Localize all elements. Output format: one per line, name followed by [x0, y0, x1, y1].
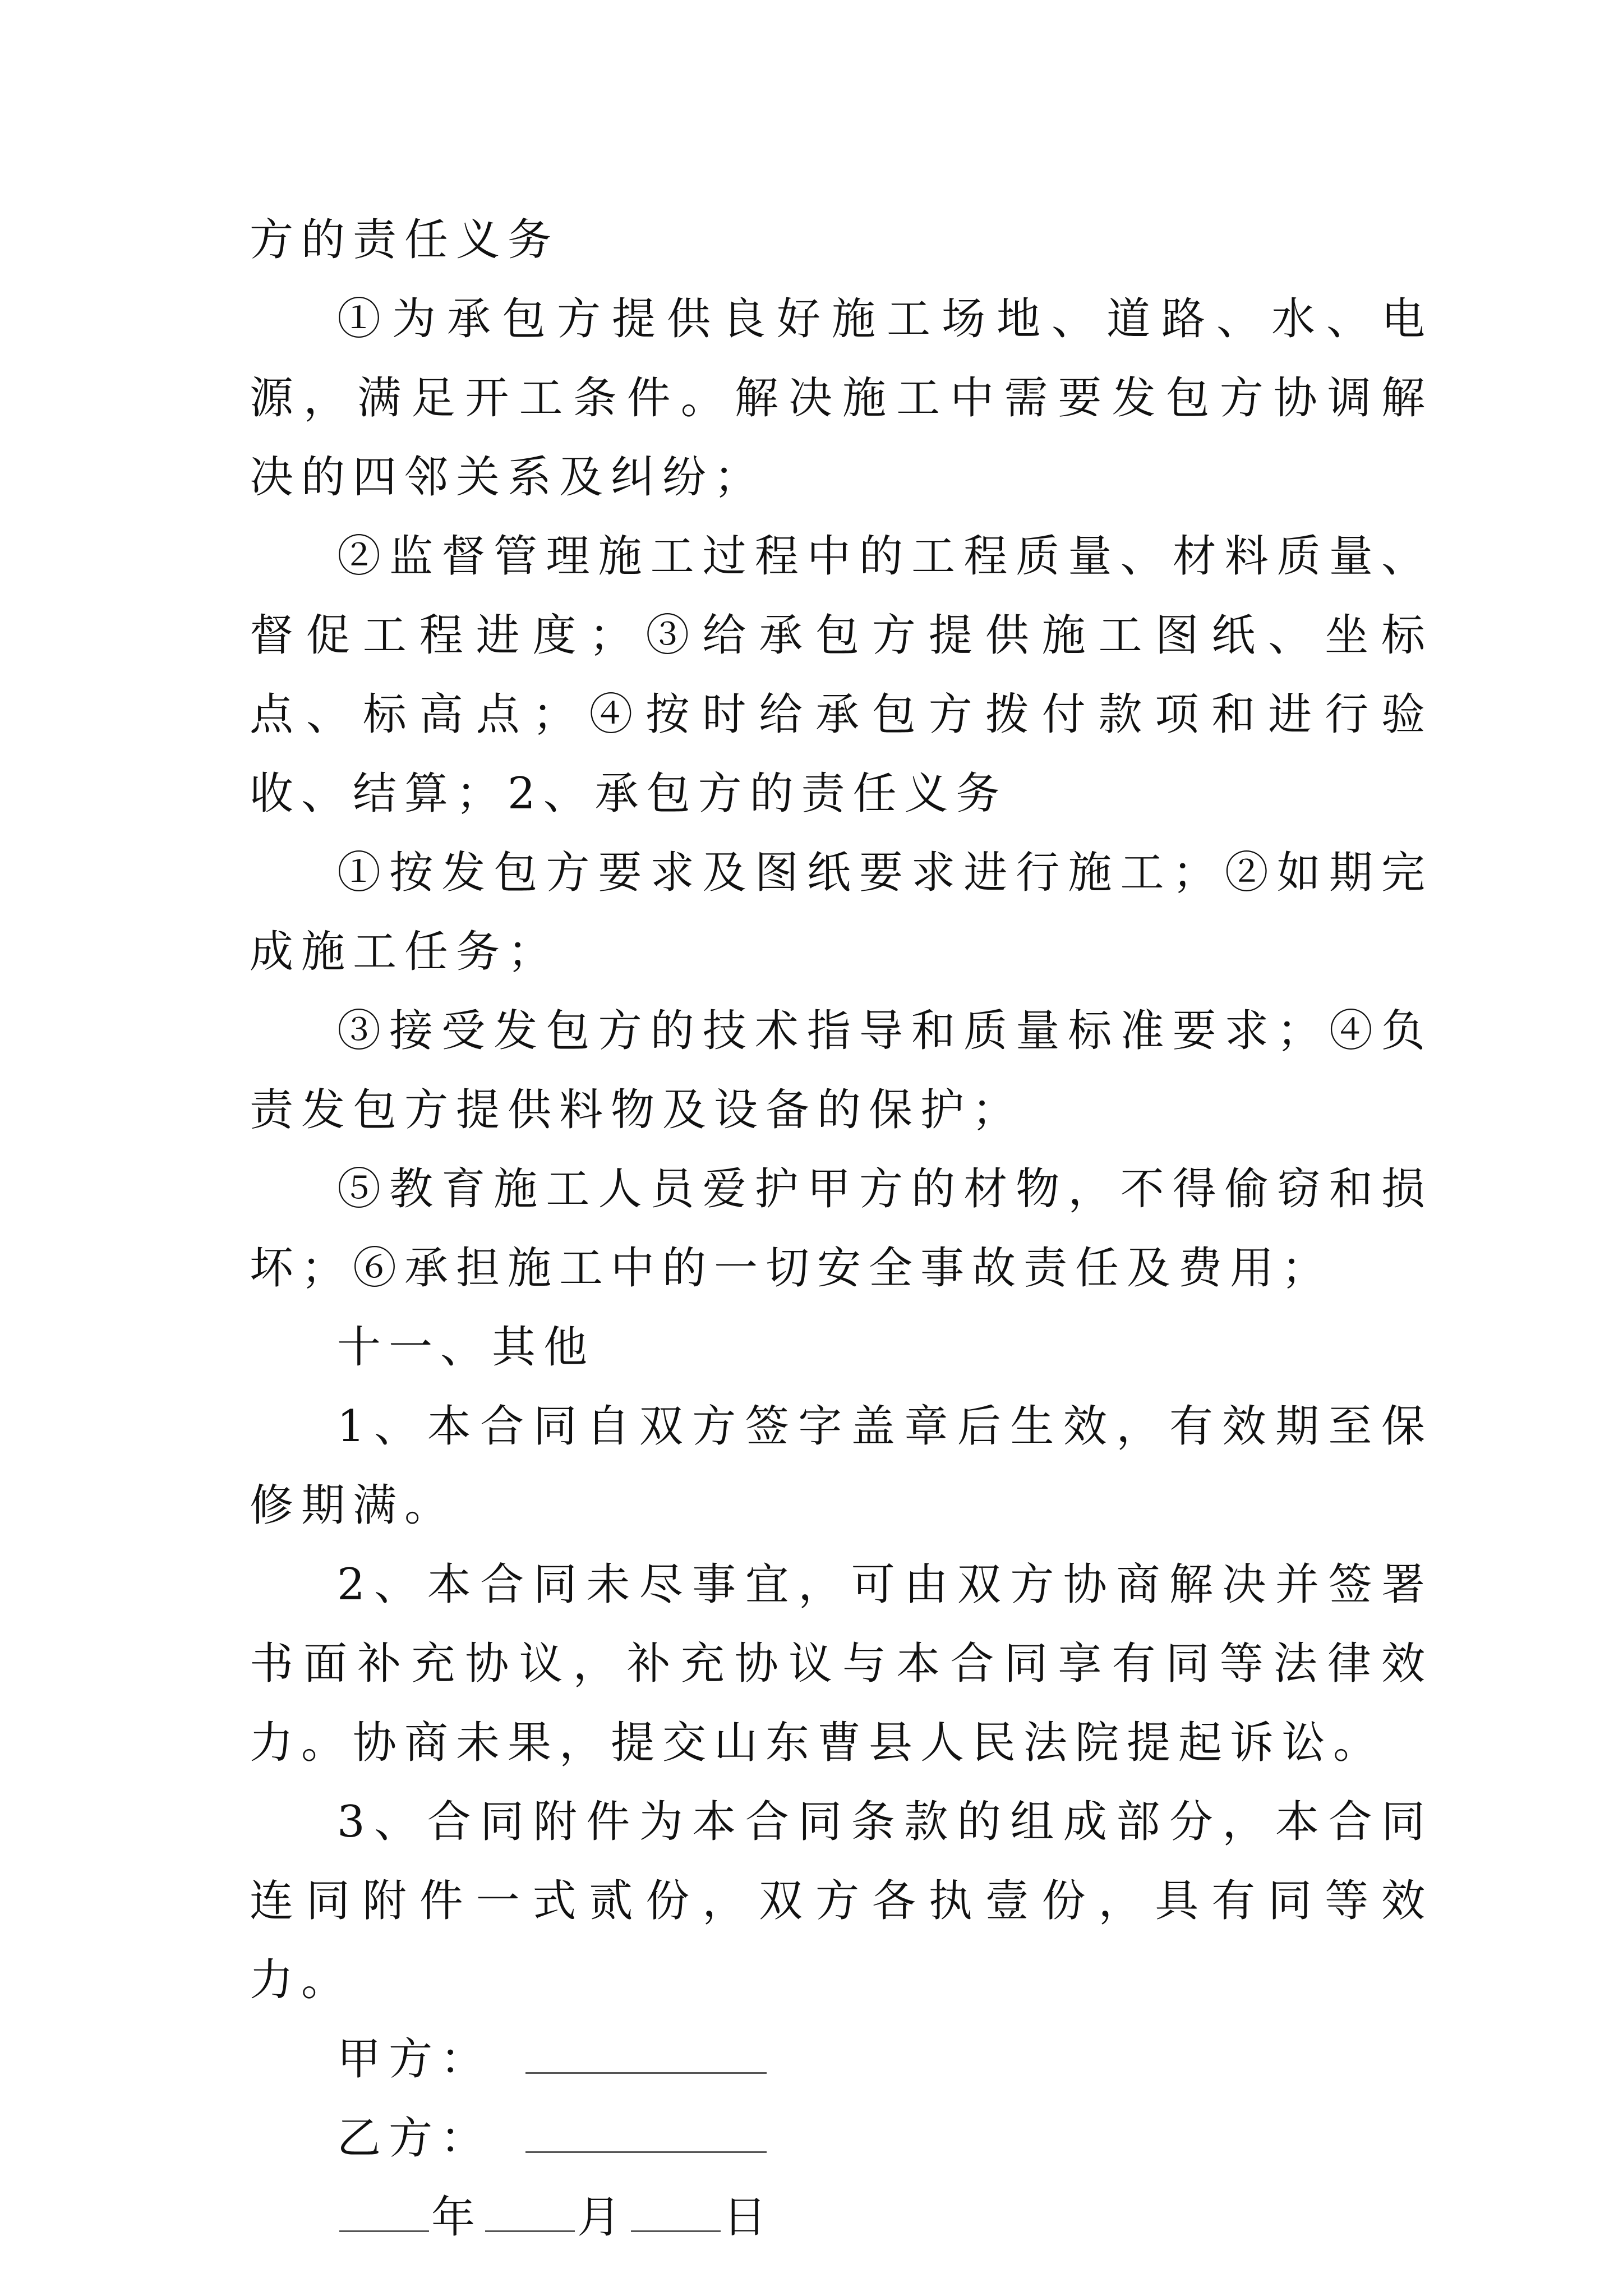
party-b-label: 乙方：: [337, 2113, 492, 2164]
day-label: 日: [723, 2192, 775, 2243]
party-a-signature-line: [250, 2020, 1433, 2099]
section-heading-other: 十一、其他: [337, 1322, 596, 1373]
party-b-blank: [525, 2112, 767, 2153]
paragraph-clause-2: 2、本合同未尽事宜，可由双方协商解决并签署书面补充协议，补充协议与本合同享有同等法律效力。协商未果，提交山东曹县人民法院提起诉讼。: [250, 1559, 1433, 1768]
party-b-signature-line: [250, 2099, 1433, 2178]
paragraph-continuation: 方的责任义务: [250, 215, 560, 265]
party-a-label: 甲方：: [337, 2034, 492, 2085]
year-label: 年: [431, 2192, 483, 2243]
month-blank: [485, 2191, 575, 2232]
day-blank: [631, 2191, 721, 2232]
year-blank: [339, 2191, 429, 2232]
paragraph-contractor-duty-5: ⑤教育施工人员爱护甲方的材物，不得偷窃和损坏；⑥承担施工中的一切安全事故责任及费用；: [250, 1164, 1433, 1294]
paragraph-contractor-duty-3: ③接受发包方的技术指导和质量标准要求；④负责发包方提供料物及设备的保护；: [250, 1006, 1433, 1135]
contract-body: [250, 201, 1433, 2257]
paragraph-clause-3: 3、合同附件为本合同条款的组成部分，本合同连同附件一式贰份，双方各执壹份，具有同等效力。: [250, 1797, 1433, 2005]
party-a-blank: [525, 2033, 767, 2074]
month-label: 月: [577, 2192, 629, 2243]
paragraph-contractor-duty-1: ①按发包方要求及图纸要求进行施工；②如期完成施工任务；: [250, 848, 1433, 977]
date-line: [250, 2178, 1433, 2257]
paragraph-employer-duty-1: ①为承包方提供良好施工场地、道路、水、电源，满足开工条件。解决施工中需要发包方协调解决的四邻关系及纠纷；: [250, 294, 1433, 503]
paragraph-employer-duty-2: ②监督管理施工过程中的工程质量、材料质量、督促工程进度；③给承包方提供施工图纸、坐标点、标高点；④按时给承包方拨付款项和进行验收、结算；2、承包方的责任义务: [250, 531, 1433, 819]
paragraph-clause-1: 1、本合同自双方签字盖章后生效，有效期至保修期满。: [250, 1401, 1433, 1531]
